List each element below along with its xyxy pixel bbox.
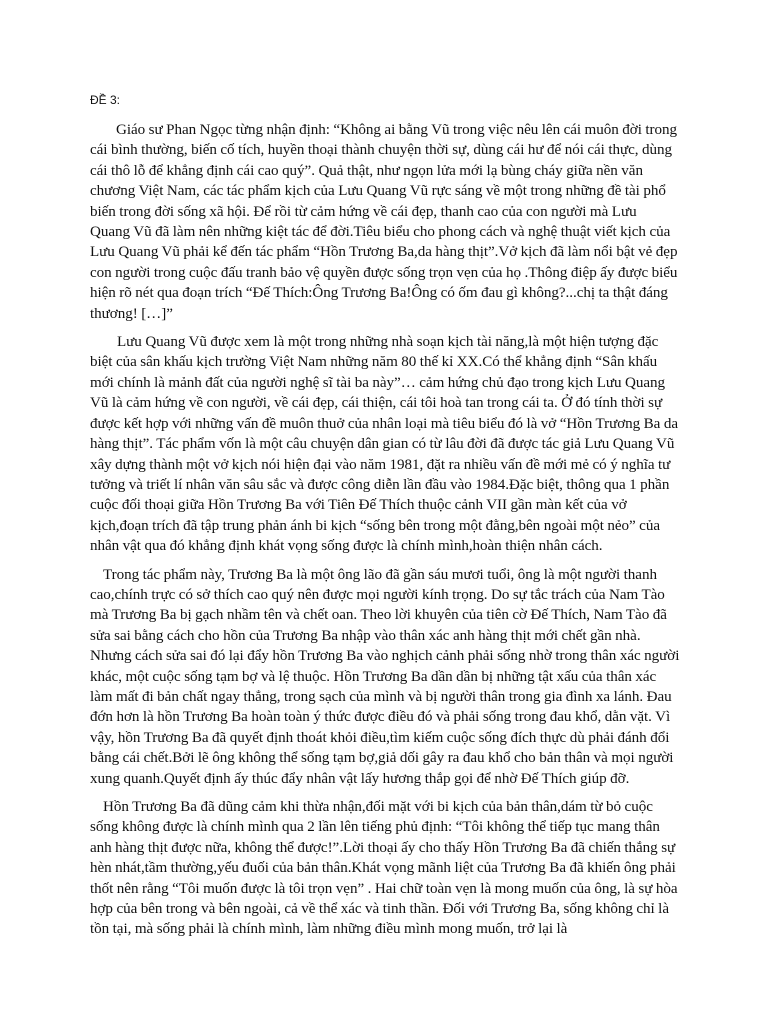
section-heading: ĐỀ 3: xyxy=(90,93,121,107)
paragraph-1: Giáo sư Phan Ngọc từng nhận định: “Không ai bằng Vũ trong việc nêu lên cái muôn đời trong cái bình thường, biến cố tích, huyền thoại thành chuyện thời sự, dùng cái hư để nói cái thực, dùng cái thô lỗ để khẳng định cái cao quý”. Quả thật, như ngọn lửa mới lạ bùng cháy giữa nền văn chương Việt Nam, các tác phẩm kịch của Lưu Quang Vũ rực sáng về một trong những đề tài phổ biến trong đời sống xã hội. Để rồi từ cảm hứng về cái đẹp, thanh cao của con người mà Lưu Quang Vũ đã làm nên những kiệt tác để đời.Tiêu biểu cho phong cách và nghệ thuật viết kịch của Lưu Quang Vũ phải kể đến tác phẩm “Hồn Trương Ba,da hàng thịt”.Vở kịch đã làm nổi bật vẻ đẹp con người trong cuộc đấu tranh bảo vệ quyền được sống trọn vẹn của họ .Thông điệp ấy được biểu hiện rõ nét qua đoạn trích “Đế Thích:Ông Trương Ba!Ông có ốm đau gì không?...chị ta thật đáng thương! […]” xyxy=(90,122,678,322)
paragraph-3: Trong tác phẩm này, Trương Ba là một ông lão đã gần sáu mươi tuổi, ông là một người thanh cao,chính trực có sở thích cao quý nên được mọi người kính trọng. Do sự tắc trách của Nam Tào mà Trương Ba bị gạch nhầm tên và chết oan. Theo lời khuyên của tiên cờ Đế Thích, Nam Tào đã sửa sai bằng cách cho hồn của Trương Ba nhập vào thân xác anh hàng thịt mới chết gần nhà. Nhưng cách sửa sai đó lại đẩy hồn Trương Ba vào nghịch cảnh phải sống nhờ trong thân xác người khác, một cuộc sống tạm bợ và lệ thuộc. Hồn Trương Ba dần dần bị những tật xấu của thân xác làm mất đi bản chất ngay thẳng, trong sạch của mình và bị người thân trong gia đình xa lánh. Đau đớn hơn là hồn Trương Ba hoàn toàn ý thức được điều đó và phải sống trong đau khổ, dằn vặt. Vì vậy, hồn Trương Ba đã quyết định thoát khỏi điều,tìm kiếm cuộc sống đích thực dù phải đánh đổi bằng cái chết.Bởi lẽ ông không thể sống tạm bợ,giả dối gây ra đau khổ cho bản thân và mọi người xung quanh.Quyết định ấy thúc đẩy nhân vật lấy hương thắp gọi để nhờ Đế Thích giúp đỡ. xyxy=(90,566,680,787)
document-page xyxy=(90,92,680,948)
paragraph-4: Hồn Trương Ba đã dũng cảm khi thừa nhận,đối mặt với bi kịch của bản thân,dám từ bỏ cuộc sống không được là chính mình qua 2 lần lên tiếng phủ định: “Tôi không thể tiếp tục mang thân anh hàng thịt được nữa, không thể được!”.Lời thoại ấy cho thấy Hồn Trương Ba đã chiến thắng sự hèn nhát,tầm thường,yếu đuối của bản thân.Khát vọng mãnh liệt của Trương Ba đã khiến ông phải thốt nên rằng “Tôi muốn được là tôi trọn vẹn” . Hai chữ toàn vẹn là mong muốn của ông, là sự hòa hợp của bên trong và bên ngoài, cả về thể xác và tinh thần. Đối với Trương Ba, sống không chỉ là tồn tại, mà sống phải là chính mình, làm những điều mình mong muốn, trở lại là xyxy=(90,799,678,938)
paragraph-2: Lưu Quang Vũ được xem là một trong những nhà soạn kịch tài năng,là một hiện tượng đặc biệt của sân khấu kịch trường Việt Nam những năm 80 thế kỉ XX.Có thể khẳng định “Sân khấu mới chính là mảnh đất của người nghệ sĩ tài ba này”… cảm hứng chủ đạo trong kịch Lưu Quang Vũ là cảm hứng về con người, về cái đẹp, cái thiện, cái tôi hoà tan trong cái ta. Ở đó tính thời sự được kết hợp với những vấn đề muôn thuở của nhân loại mà tiêu biểu đó là vở “Hồn Trương Ba da hàng thịt”. Tác phẩm vốn là một câu chuyện dân gian có từ lâu đời đã được tác giả Lưu Quang Vũ xây dựng thành một vở kịch nói hiện đại vào năm 1981, đặt ra nhiều vấn đề mới mẻ có ý nghĩa tư tưởng và triết lí nhân văn sâu sắc và được công diễn lần đầu vào 1984.Đặc biệt, thông qua 1 phần cuộc đối thoại giữa Hồn Trương Ba với Tiên Đế Thích thuộc cảnh VII gần màn kết của vở kịch,đoạn trích đã tập trung phản ánh bi kịch “sống bên trong một đằng,bên ngoài một nẻo” của nhân vật qua đó khẳng định khát vọng sống được là chính mình,hoàn thiện nhân cách. xyxy=(90,334,678,555)
